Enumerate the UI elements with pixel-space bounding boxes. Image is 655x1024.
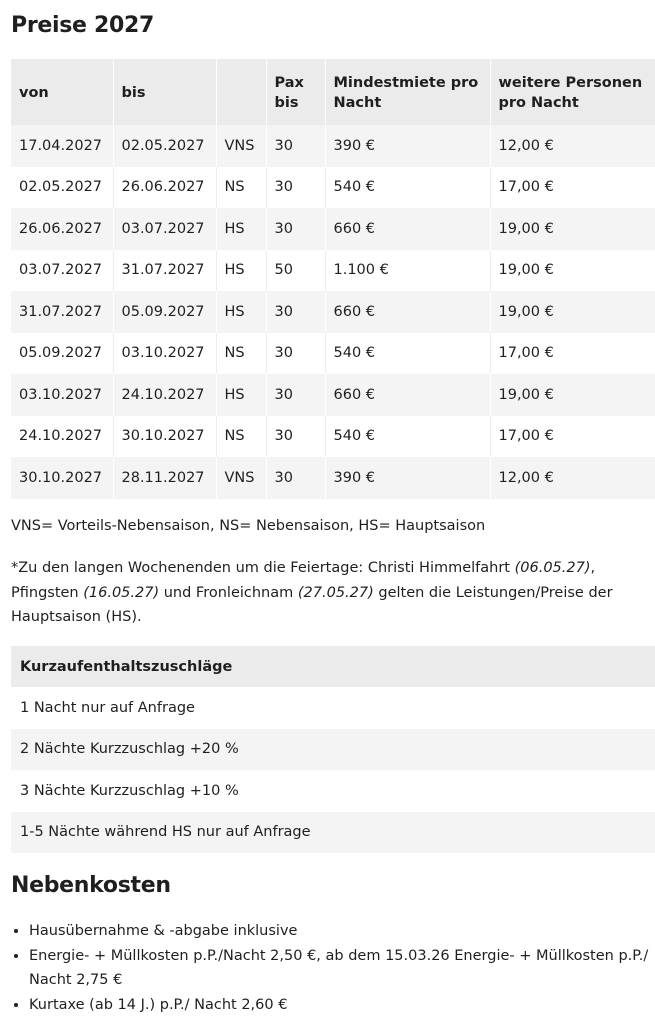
list-item: • Energie- + Müllkosten p.P./Nacht 2,50 €, ab dem 15.03.26 Energie- + Müllkosten p.P./ Nacht 2,75 €: [29, 944, 655, 993]
cell-min-rent: 660 €: [325, 374, 490, 416]
cell-from: 02.05.2027: [11, 167, 113, 209]
header-extra-persons: weitere Personen pro Nacht: [490, 59, 655, 125]
note-outro: gelten die Leistungen/Preise der Hauptsaison (HS).: [11, 584, 613, 625]
note-mid-1: , Pfingsten: [11, 560, 596, 601]
cell-to: 26.06.2027: [113, 167, 216, 209]
table-row: [11, 416, 655, 458]
surcharge-item: 1 Nacht nur auf Anfrage: [11, 687, 655, 729]
cell-season: NS: [216, 333, 266, 375]
cell-min-rent: 390 €: [325, 457, 490, 499]
cell-min-rent: 660 €: [325, 208, 490, 250]
cell-season: HS: [216, 374, 266, 416]
cell-to: 03.10.2027: [113, 333, 216, 375]
table-row: [11, 125, 655, 167]
header-from: von: [11, 59, 113, 125]
cell-to: 03.07.2027: [113, 208, 216, 250]
cell-from: 05.09.2027: [11, 333, 113, 375]
cell-extra-persons: 17,00 €: [490, 167, 655, 209]
table-row: [11, 333, 655, 375]
cell-from: 24.10.2027: [11, 416, 113, 458]
cell-from: 31.07.2027: [11, 291, 113, 333]
cell-pax: 50: [266, 250, 325, 292]
cell-pax: 30: [266, 167, 325, 209]
prices-title: Preise 2027: [11, 13, 155, 38]
cell-from: 03.10.2027: [11, 374, 113, 416]
prices-header-row: [11, 59, 655, 125]
table-row: [11, 250, 655, 292]
cell-season: NS: [216, 167, 266, 209]
note-date-ascension: (06.05.27): [514, 560, 591, 576]
cell-season: HS: [216, 291, 266, 333]
cell-pax: 30: [266, 374, 325, 416]
table-row: [11, 812, 655, 854]
table-row: [11, 770, 655, 812]
cell-min-rent: 660 €: [325, 291, 490, 333]
header-to: bis: [113, 59, 216, 125]
cell-to: 30.10.2027: [113, 416, 216, 458]
cell-to: 31.07.2027: [113, 250, 216, 292]
cell-extra-persons: 12,00 €: [490, 457, 655, 499]
note-date-pentecost: (16.05.27): [83, 584, 160, 601]
surcharges-header: Kurzaufenthaltszuschläge: [11, 646, 655, 687]
note-mid-2: und Fronleichnam: [159, 584, 298, 601]
table-row: [11, 687, 655, 729]
cell-from: 17.04.2027: [11, 125, 113, 167]
surcharge-item: 2 Nächte Kurzzuschlag +20 %: [11, 729, 655, 771]
cell-to: 28.11.2027: [113, 457, 216, 499]
cell-min-rent: 1.100 €: [325, 250, 490, 292]
cell-season: HS: [216, 208, 266, 250]
cell-min-rent: 540 €: [325, 167, 490, 209]
header-min-rent: Mindestmiete pro Nacht: [325, 59, 490, 125]
table-row: [11, 208, 655, 250]
cell-pax: 30: [266, 208, 325, 250]
holiday-note: [11, 556, 651, 630]
cell-season: NS: [216, 416, 266, 458]
cell-extra-persons: 19,00 €: [490, 208, 655, 250]
cell-to: 05.09.2027: [113, 291, 216, 333]
cell-from: 30.10.2027: [11, 457, 113, 499]
cell-extra-persons: 17,00 €: [490, 416, 655, 458]
cell-extra-persons: 19,00 €: [490, 291, 655, 333]
table-row: [11, 374, 655, 416]
list-item: • Kurtaxe (ab 14 J.) p.P./ Nacht 2,60 €: [29, 993, 655, 1018]
prices-table: [11, 59, 655, 499]
cell-extra-persons: 17,00 €: [490, 333, 655, 375]
cell-from: 26.06.2027: [11, 208, 113, 250]
surcharges-table: [11, 646, 655, 853]
table-row: [11, 457, 655, 499]
cell-pax: 30: [266, 457, 325, 499]
list-item: • Hausübernahme & -abgabe inklusive: [29, 919, 655, 944]
cell-extra-persons: 12,00 €: [490, 125, 655, 167]
cell-from: 03.07.2027: [11, 250, 113, 292]
surcharges-header-row: [11, 646, 655, 687]
table-row: [11, 291, 655, 333]
cell-min-rent: 390 €: [325, 125, 490, 167]
surcharge-item: 1-5 Nächte während HS nur auf Anfrage: [11, 812, 655, 854]
cell-pax: 30: [266, 333, 325, 375]
cell-min-rent: 540 €: [325, 416, 490, 458]
extras-list: [11, 919, 655, 1017]
cell-pax: 30: [266, 125, 325, 167]
cell-extra-persons: 19,00 €: [490, 250, 655, 292]
cell-to: 24.10.2027: [113, 374, 216, 416]
season-legend: VNS= Vorteils-Nebensaison, NS= Nebensaison, HS= Hauptsaison: [11, 518, 486, 534]
cell-extra-persons: 19,00 €: [490, 374, 655, 416]
cell-pax: 30: [266, 416, 325, 458]
cell-season: VNS: [216, 125, 266, 167]
surcharge-item: 3 Nächte Kurzzuschlag +10 %: [11, 770, 655, 812]
note-date-corpus-christi: (27.05.27): [297, 584, 374, 601]
cell-pax: 30: [266, 291, 325, 333]
cell-season: VNS: [216, 457, 266, 499]
cell-to: 02.05.2027: [113, 125, 216, 167]
header-pax: Pax bis: [266, 59, 325, 125]
table-row: [11, 729, 655, 771]
header-season: [216, 59, 266, 125]
extras-title: Nebenkosten: [11, 873, 171, 898]
note-intro: *Zu den langen Wochenenden um die Feiertage: Christi Himmelfahrt: [11, 560, 515, 576]
cell-season: HS: [216, 250, 266, 292]
cell-min-rent: 540 €: [325, 333, 490, 375]
table-row: [11, 167, 655, 209]
